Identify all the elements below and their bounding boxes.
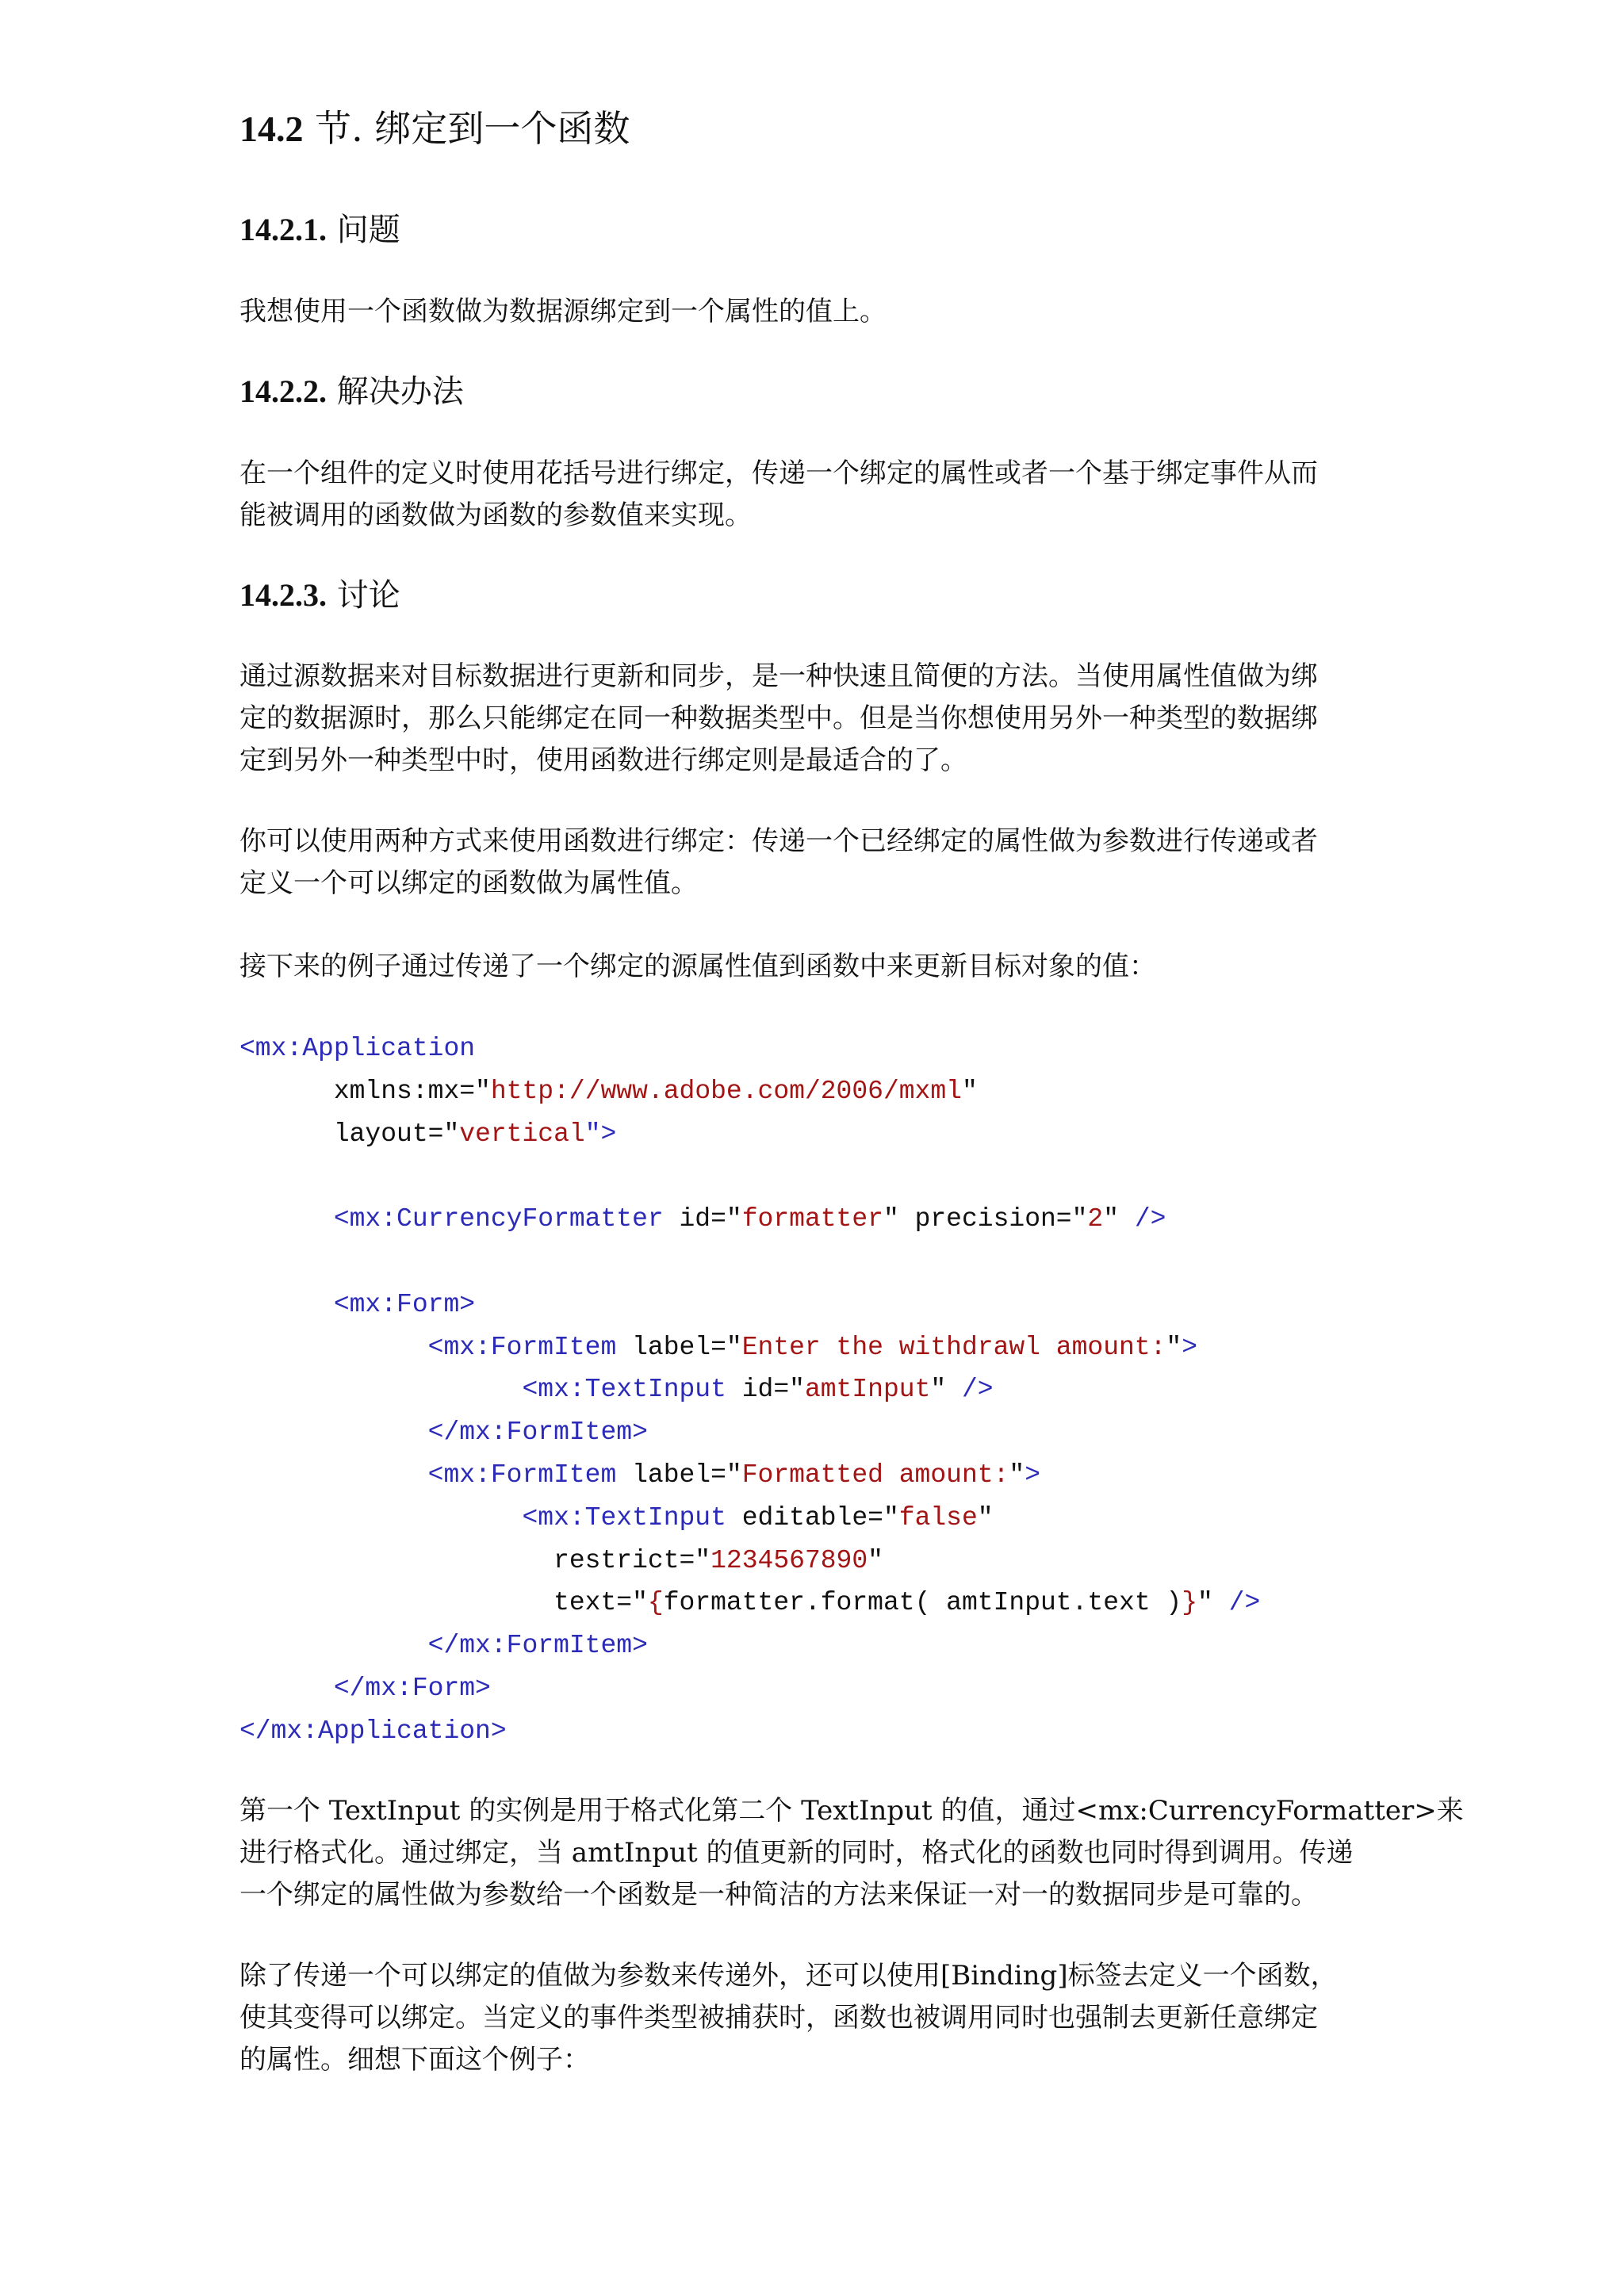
text-line: 定到另外一种类型中时，使用函数进行绑定则是最适合的了。 bbox=[239, 744, 967, 776]
discussion-paragraph-3 bbox=[239, 946, 1389, 988]
text-line: 我想使用一个函数做为数据源绑定到一个属性的值上。 bbox=[239, 296, 887, 327]
text-line: 定义一个可以绑定的函数做为属性值。 bbox=[239, 867, 698, 899]
code-line: </mx:Application> bbox=[239, 1716, 507, 1746]
code-line: </mx:FormItem> bbox=[427, 1418, 648, 1448]
code-line-blank bbox=[239, 1241, 1389, 1284]
code-line: <mx:TextInput id="amtInput" /> bbox=[522, 1375, 994, 1405]
problem-paragraph bbox=[239, 291, 1389, 333]
code-line: layout="vertical"> bbox=[333, 1119, 617, 1149]
discussion-paragraph-1 bbox=[239, 656, 1389, 782]
text-line: 你可以使用两种方式来使用函数进行绑定：传递一个已经绑定的属性做为参数进行传递或者 bbox=[239, 825, 1318, 857]
subsection-title: 讨论 bbox=[336, 577, 400, 614]
code-line: restrict="1234567890" bbox=[553, 1545, 883, 1575]
text-line: 接下来的例子通过传递了一个绑定的源属性值到函数中来更新目标对象的值： bbox=[239, 951, 1156, 982]
subsection-heading-problem bbox=[239, 209, 400, 251]
code-line: </mx:FormItem> bbox=[427, 1631, 648, 1661]
text-line: 除了传递一个可以绑定的值做为参数来传递外，还可以使用[Binding]标签去定义一个函数， bbox=[239, 1960, 1338, 1992]
code-line: <mx:CurrencyFormatter id="formatter" precision="2" /> bbox=[333, 1204, 1166, 1234]
discussion-paragraph-2 bbox=[239, 821, 1389, 905]
section-heading bbox=[239, 105, 630, 153]
text-line: 在一个组件的定义时使用花括号进行绑定，传递一个绑定的属性或者一个基于绑定事件从而 bbox=[239, 457, 1318, 489]
subsection-title: 解决办法 bbox=[336, 373, 464, 410]
code-line: <mx:FormItem label="Formatted amount:"> bbox=[427, 1460, 1040, 1490]
text-line: 使其变得可以绑定。当定义的事件类型被捕获时，函数也被调用同时也强制去更新任意绑定 bbox=[239, 2002, 1318, 2034]
code-line: <mx:TextInput editable="false" bbox=[522, 1502, 994, 1533]
after-code-paragraph-1 bbox=[239, 1790, 1464, 1916]
code-line-blank bbox=[239, 1155, 1389, 1198]
subsection-heading-discussion bbox=[239, 575, 400, 616]
code-listing bbox=[239, 1027, 1389, 1753]
text-line: 一个绑定的属性做为参数给一个函数是一种简洁的方法来保证一对一的数据同步是可靠的。 bbox=[239, 1879, 1318, 1911]
subsection-heading-solution bbox=[239, 371, 464, 412]
text-line: 进行格式化。通过绑定，当 amtInput 的值更新的同时，格式化的函数也同时得到调用。传递 bbox=[239, 1837, 1354, 1869]
subsection-number: 14.2.2. bbox=[239, 373, 327, 409]
section-title: 节. 绑定到一个函数 bbox=[315, 107, 630, 150]
section-number: 14.2 bbox=[239, 109, 304, 149]
text-line: 定的数据源时，那么只能绑定在同一种数据类型中。但是当你想使用另外一种类型的数据绑 bbox=[239, 702, 1318, 734]
subsection-title: 问题 bbox=[336, 212, 400, 248]
subsection-number: 14.2.1. bbox=[239, 212, 327, 247]
text-line: 能被调用的函数做为函数的参数值来实现。 bbox=[239, 499, 752, 531]
text-line: 的属性。细想下面这个例子： bbox=[239, 2044, 590, 2076]
text-line: 第一个 TextInput 的实例是用于格式化第二个 TextInput 的值，通过<mx:CurrencyFormatter>来 bbox=[239, 1795, 1464, 1827]
solution-paragraph bbox=[239, 453, 1389, 537]
code-line: text="{formatter.format( amtInput.text )}" /> bbox=[553, 1588, 1261, 1618]
text-line: 通过源数据来对目标数据进行更新和同步，是一种快速且简便的方法。当使用属性值做为绑 bbox=[239, 660, 1318, 692]
subsection-number: 14.2.3. bbox=[239, 577, 327, 613]
code-line: </mx:Form> bbox=[333, 1673, 491, 1703]
code-line: <mx:FormItem label="Enter the withdrawl amount:"> bbox=[427, 1332, 1198, 1362]
code-line: <mx:Application bbox=[239, 1034, 476, 1063]
code-line: xmlns:mx="http://www.adobe.com/2006/mxml" bbox=[333, 1076, 978, 1106]
code-line: <mx:Form> bbox=[333, 1289, 476, 1319]
after-code-paragraph-2 bbox=[239, 1955, 1389, 2081]
